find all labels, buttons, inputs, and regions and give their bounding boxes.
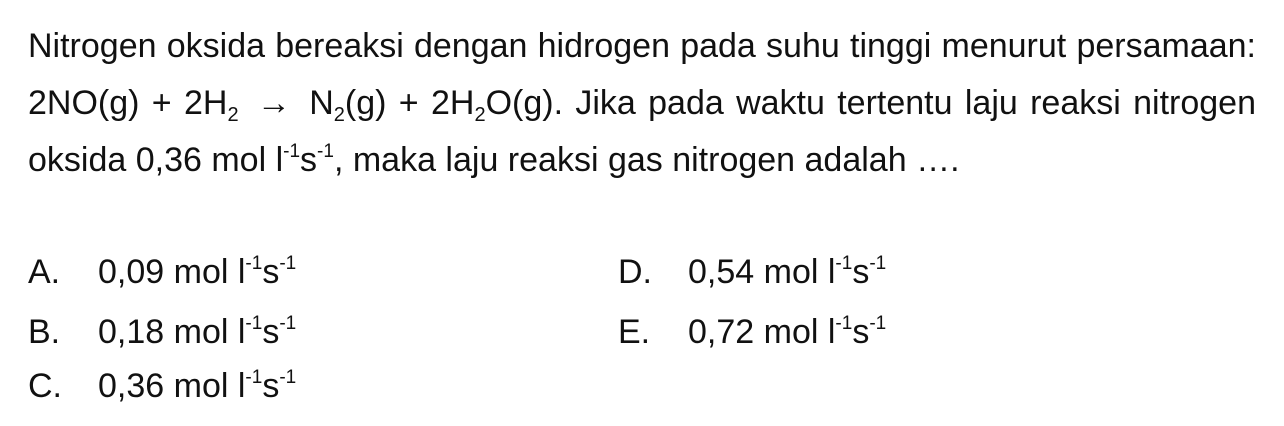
- option-value: [98, 312, 296, 352]
- option-letter: C.: [28, 367, 62, 405]
- question-condition: Jika pada waktu tertentu laju reaksi nitrogen oksida 0,36 mol l: [28, 84, 1256, 179]
- option-number: 0,36 mol l: [98, 367, 246, 405]
- option-number: 0,18 mol l: [98, 313, 246, 351]
- superscript: -1: [279, 313, 297, 334]
- option-letter: D.: [618, 253, 652, 291]
- superscript: -1: [245, 313, 263, 334]
- superscript: -1: [279, 367, 297, 388]
- option-number: 0,72 mol l: [688, 313, 836, 351]
- unit-s: s: [262, 253, 280, 291]
- unit-s: s: [262, 367, 280, 405]
- unit-s: s: [852, 253, 870, 291]
- option-letter: A.: [28, 253, 61, 291]
- superscript: -1: [835, 313, 853, 334]
- unit-s: s: [852, 313, 870, 351]
- subscript: 2: [333, 104, 345, 126]
- equation-reactants: 2NO(g) + 2H: [28, 84, 228, 122]
- unit-s: s: [300, 141, 318, 179]
- option-letter: B.: [28, 313, 61, 351]
- superscript: -1: [317, 141, 334, 162]
- option-number: 0,09 mol l: [98, 253, 246, 291]
- reaction-arrow-icon: →: [256, 84, 291, 122]
- unit-s: s: [262, 313, 280, 351]
- option-letter: E.: [618, 313, 651, 351]
- question-ask: , maka laju reaksi gas nitrogen adalah ….: [333, 141, 960, 179]
- option-value: [98, 252, 296, 292]
- equation-product-n: N: [309, 84, 334, 122]
- superscript: -1: [245, 253, 263, 274]
- option-value: [688, 252, 886, 292]
- superscript: -1: [283, 141, 301, 162]
- superscript: -1: [869, 253, 887, 274]
- subscript: 2: [227, 104, 239, 126]
- option-number: 0,54 mol l: [688, 253, 836, 291]
- superscript: -1: [279, 253, 297, 274]
- equation-product-mid: (g) + 2H: [344, 84, 475, 122]
- subscript: 2: [474, 104, 486, 126]
- equation-product-end: O(g).: [485, 84, 564, 122]
- option-value: [98, 366, 296, 406]
- option-value: [688, 312, 886, 352]
- question-intro: Nitrogen oksida bereaksi dengan hidrogen pada suhu tinggi menurut persamaan:: [28, 27, 1256, 65]
- superscript: -1: [245, 367, 263, 388]
- superscript: -1: [869, 313, 887, 334]
- question-text: [28, 18, 1256, 189]
- superscript: -1: [835, 253, 853, 274]
